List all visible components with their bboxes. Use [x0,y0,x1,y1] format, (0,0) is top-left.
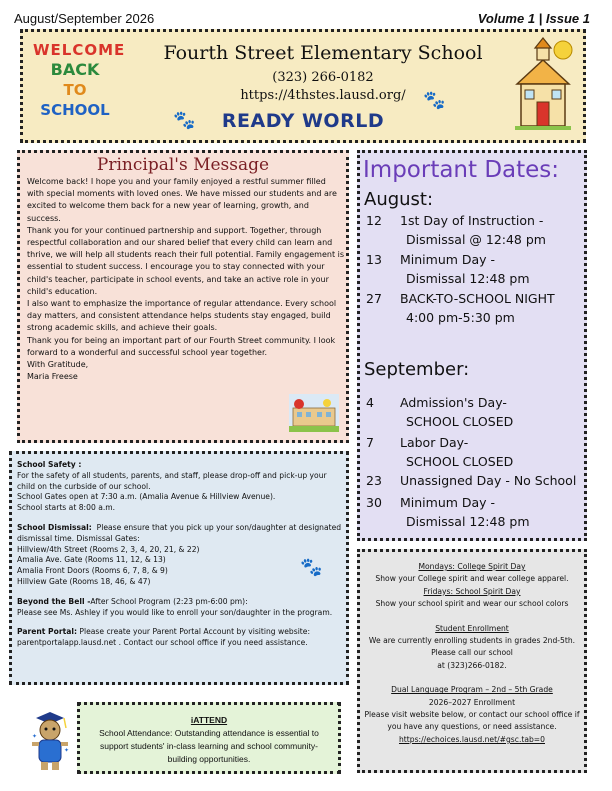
dual-language-heading: Dual Language Program – 2nd – 5th Grade [391,685,553,695]
date-entry: 30 Minimum Day - Dismissal 12:48 pm [366,495,530,529]
principal-paragraph: Welcome back! I hope you and your family enjoyed a restful summer filled with special moments with loved ones. We have missed our students and are excited to welcome them back for a new year of learning, growth, and success. [27,177,337,223]
enrollment-text: We are currently enrolling students in grades 2nd-5th. [368,636,576,646]
principal-message-title: Principal's Message [96,155,270,175]
month-heading-september: September: [364,359,470,380]
safety-gates: School Gates open at 7:30 a.m. (Amalia Avenue & Hillview Avenue). [17,492,276,502]
header-banner [20,29,586,143]
principal-paragraph: I also want to emphasize the importance of regular attendance. Every school day matters, and consistent attendance helps students stay engaged, build strong academic skills, and achieve their goals. [27,299,337,333]
paw-print-icon: 🐾 [300,557,323,577]
school-safety-body [17,460,343,649]
date-entry: 27 BACK-TO-SCHOOL NIGHT 4:00 pm-5:30 pm [366,291,555,325]
principal-signature: Maria Freese [27,372,78,382]
date-entry: 7 Labor Day- SCHOOL CLOSED [366,435,514,469]
safety-intro: For the safety of all students, parents, and staff, please drop-off and pick-up your child on the curbside of our school. [17,470,327,491]
school-name: Fourth Street Elementary School [163,42,483,64]
monday-text: Show your College spirit and wear college apparel. [375,574,569,584]
principal-paragraph: Thank you for your continued partnership and support. Together, through respectful collaboration and our shared belief that every child can learn and thrive, we will help all students reach their full potential. Family engagement is essential to student success. I encourage you to stay connected with your child's teacher, participate in school events, and take an active role in your child's education. [27,225,345,296]
iattend-title: iATTEND [190,715,228,725]
dismissal-gate: Hillview Gate (Rooms 18, 46, & 47) [17,576,151,586]
date-entry: 12 1st Day of Instruction - Dismissal @ 12:48 pm [366,213,546,247]
monday-heading: Mondays: College Spirit Day [418,562,526,571]
paw-print-icon: 🐾 [423,90,446,110]
bell-text: After School Program (2:23 pm-6:00 pm): [90,596,248,606]
safety-start: School starts at 8:00 a.m. [17,503,116,513]
school-safety-panel [9,451,349,685]
dismissal-heading: School Dismissal: [17,522,92,532]
dismissal-gate: Hillview/4th Street (Rooms 2, 3, 4, 20, 21, & 22) [17,544,200,554]
date-entry: 4 Admission's Day- SCHOOL CLOSED [366,395,514,429]
svg-text:✦: ✦ [64,748,70,754]
dual-language-year: 2026–2027 Enrollment [428,697,516,707]
portal-text: Please create your Parent Portal Account by visiting website: parentportalapp.lausd.net . Contact our school office if you need assistance. [17,627,311,648]
enrollment-heading: Student Enrollment [435,623,509,633]
friday-text: Show your school spirit and wear our school colors [375,599,569,609]
school-building-photo [289,394,339,432]
welcome-back-logo: WELCOME BACK TO SCHOOL [33,41,126,119]
newsletter-date: August/September 2026 [14,11,155,26]
newsletter-issue: Volume 1 | Issue 1 [477,11,590,26]
important-dates-panel [357,150,587,541]
principal-signoff: With Gratitude, [27,360,89,370]
paw-print-icon: 🐾 [173,110,196,130]
iattend-panel [77,702,341,774]
mascot-icon [28,708,72,774]
dismissal-gate: Amalia Front Doors (Rooms 6, 7, 8, & 9) [17,566,168,576]
date-entry: 13 Minimum Day - Dismissal 12:48 pm [366,252,530,286]
enrollment-phone: at (323)266-0182. [437,660,507,670]
bell-heading: Beyond the Bell - [17,596,91,606]
spirit-enrollment-body [363,561,581,746]
principal-message-body [27,176,345,383]
principal-message-panel [17,150,349,443]
svg-text:✦: ✦ [32,734,38,740]
dismissal-text: Please ensure that you pick up your son/daughter at designated dismissal time. Dismissal Gates: [17,522,342,543]
dual-language-link[interactable]: https://echoices.lausd.net/#gsc.tab=0 [398,734,545,744]
school-url[interactable]: https://4thstes.lausd.org/ [240,88,406,103]
friday-heading: Fridays: School Spirit Day [423,586,521,596]
enrollment-text: Please call our school [431,648,513,658]
portal-heading: Parent Portal: [17,627,77,637]
bell-text-2: Please see Ms. Ashley if you would like to enroll your son/daughter in the program. [17,607,333,617]
month-heading-august: August: [364,189,434,210]
principal-paragraph: Thank you for being an important part of our Fourth Street community. I look forward to a wonderful and successful school year together. [27,335,336,357]
important-dates-title: Important Dates: [363,157,560,183]
safety-heading: School Safety : [17,460,82,469]
dismissal-gate: Amalia Ave. Gate (Rooms 11, 12, & 13) [17,555,166,565]
dual-language-text: Please visit website below, or contact our school office if you have any questions, or need assistance. [364,710,580,732]
school-phone: (323) 266-0182 [272,70,374,85]
date-entry: 23 Unassigned Day - No School [366,473,577,488]
iattend-text: School Attendance: Outstanding attendance is essential to support students' in-class learning and school community-building opportunities. [99,728,319,764]
ready-world-logo: READY WORLD [221,110,385,132]
spirit-enrollment-panel [357,549,587,773]
schoolhouse-icon [509,36,577,136]
